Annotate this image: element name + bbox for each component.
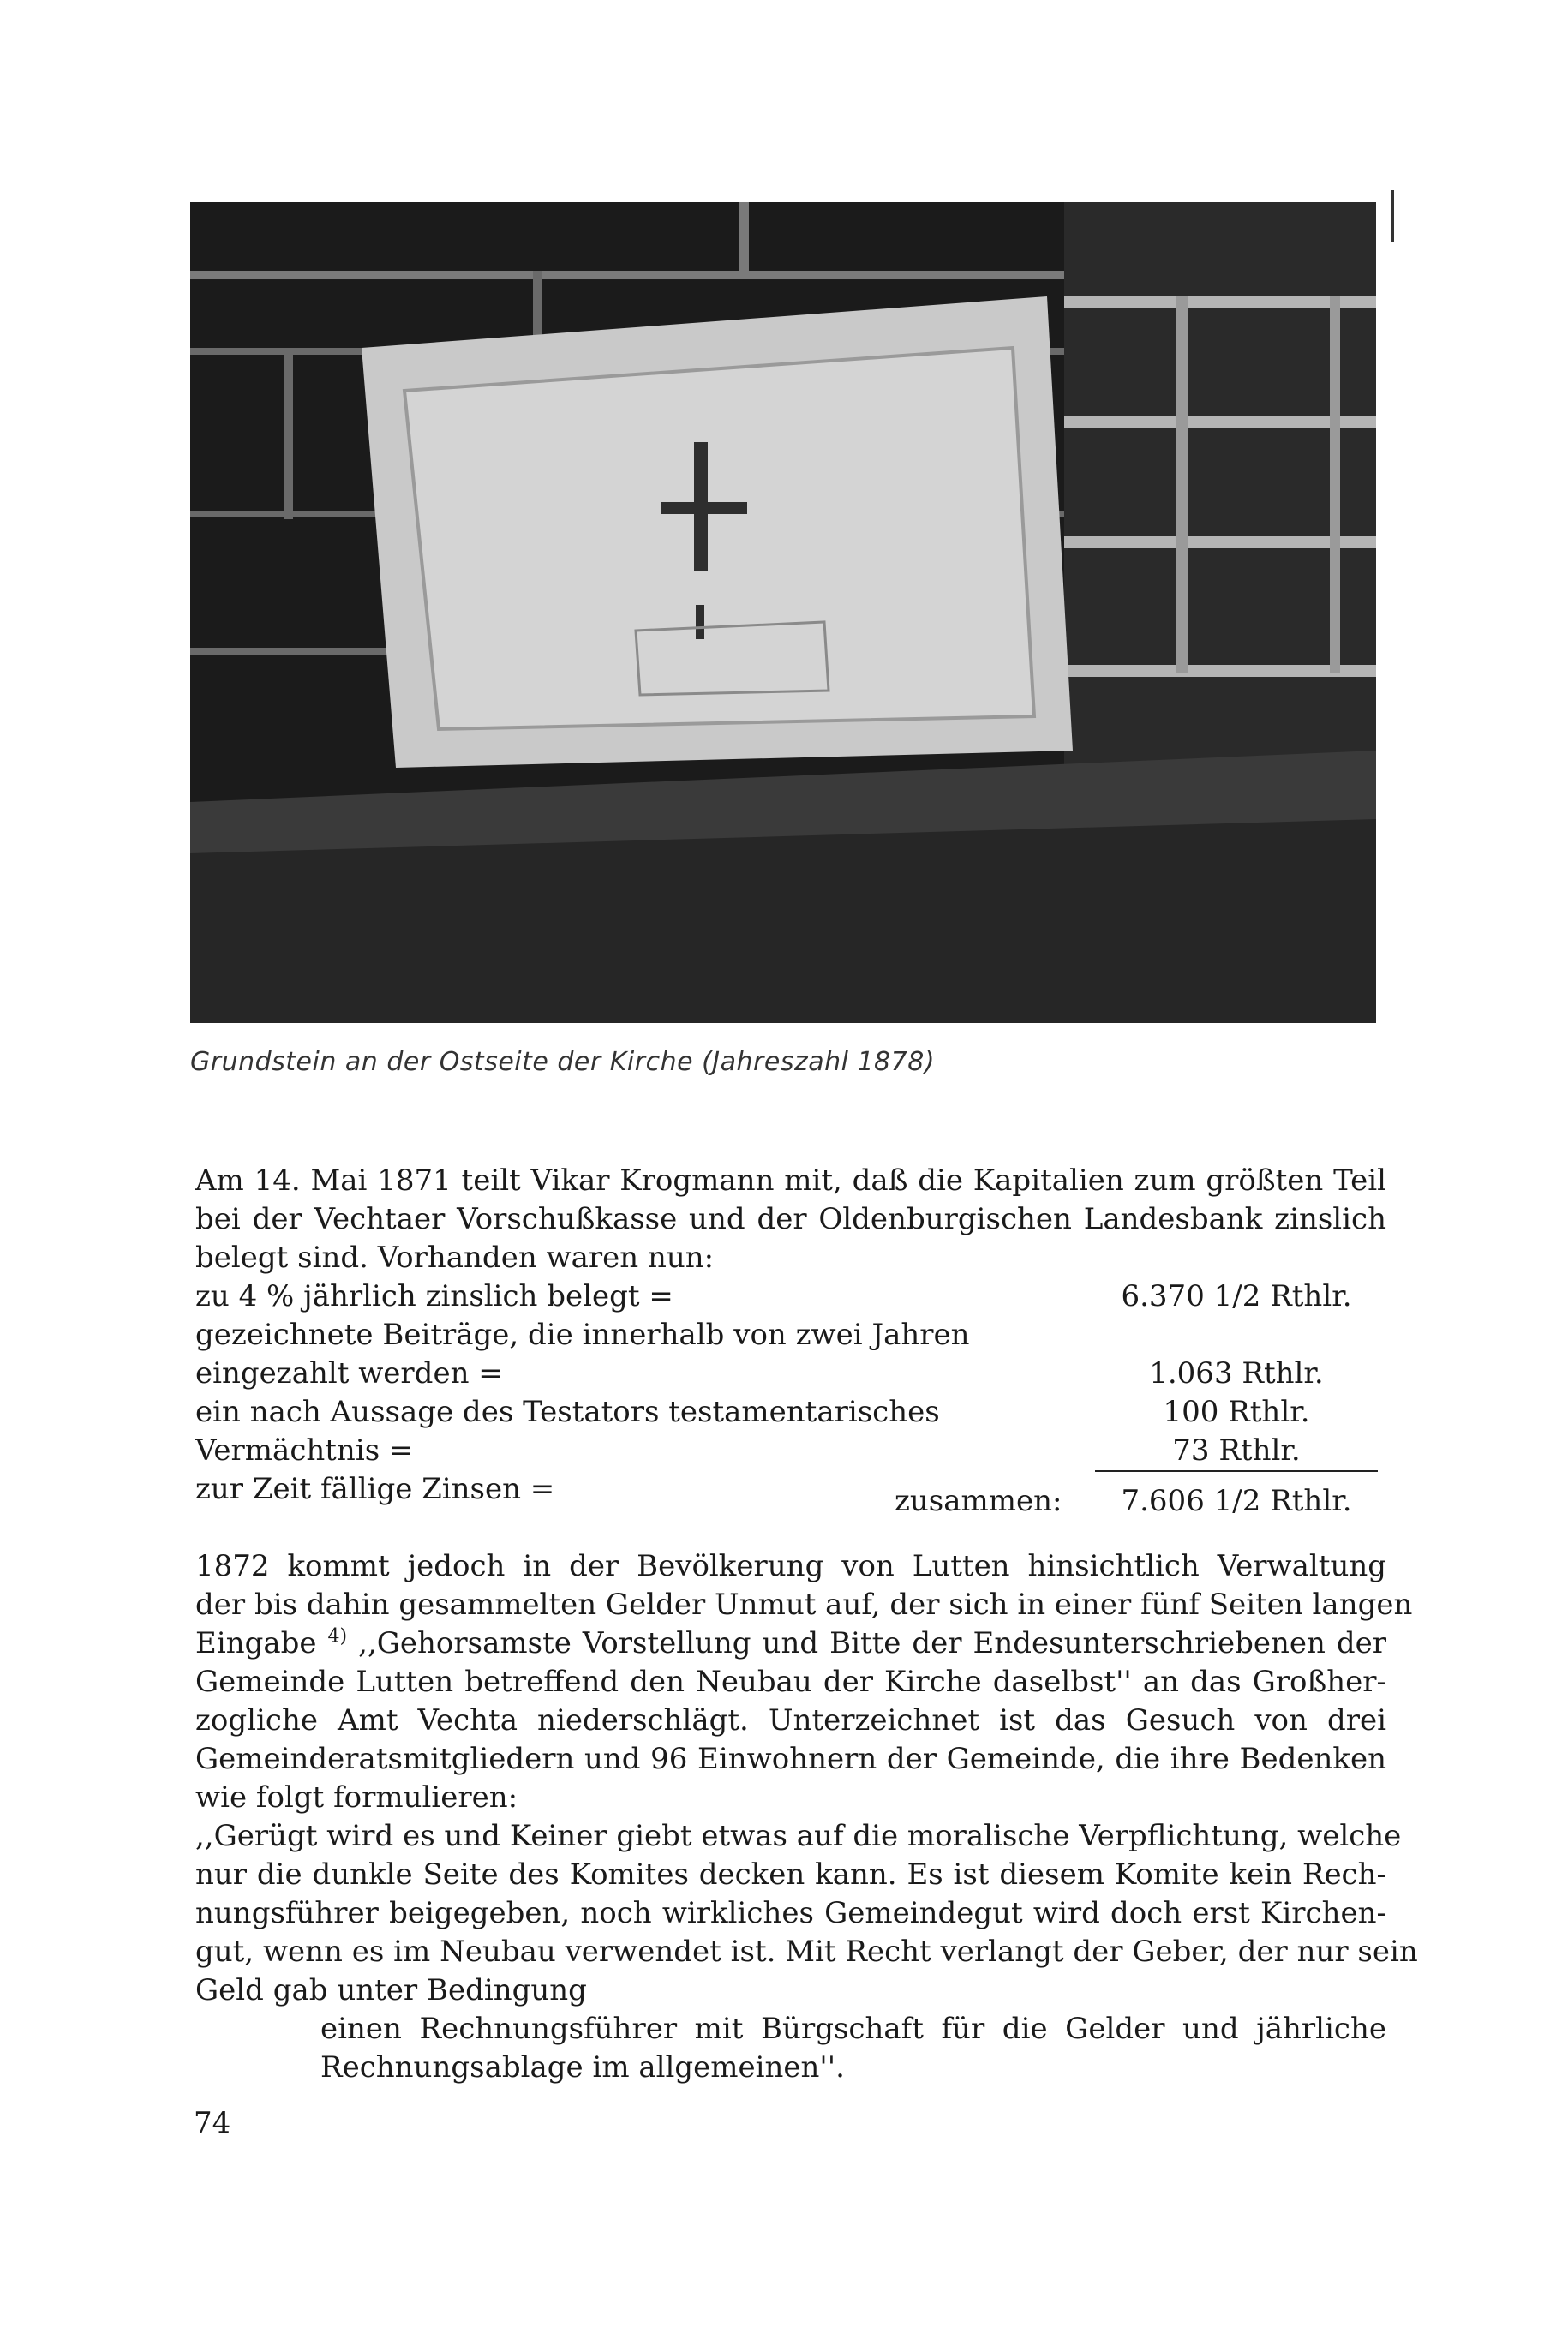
ledger-label: zur Zeit fällige Zinsen =	[195, 1472, 555, 1506]
main-paragraph	[195, 1547, 1418, 2087]
ledger-label: ein nach Aussage des Testators testamentarisches	[195, 1395, 940, 1429]
text-line: Am 14. Mai 1871 teilt Vikar Krogmann mit, daß die Kapitalien zum größten Teil	[195, 1164, 1386, 1198]
ledger-label: gezeichnete Beiträge, die innerhalb von zwei Jahren	[195, 1318, 970, 1352]
foundation-stone-photo	[190, 202, 1376, 1023]
ledger-row	[195, 1393, 1386, 1432]
text-line: belegt sind. Vorhanden waren nun:	[195, 1241, 715, 1275]
ledger-amount: 73 Rthlr.	[1095, 1432, 1378, 1472]
ledger-total-amount: 7.606 1/2 Rthlr.	[1121, 1484, 1352, 1518]
ledger-amount: 6.370 1/2 Rthlr.	[1121, 1279, 1352, 1313]
quote-line: nungsführer beigegeben, noch wirkliches Gemeindegut wird doch erst Kirchen-	[195, 1896, 1386, 1930]
ledger-label: eingezahlt werden =	[195, 1356, 503, 1391]
quote-line: Geld gab unter Bedingung	[195, 1973, 587, 2007]
quote-line: gut, wenn es im Neubau verwendet ist. Mit Recht verlangt der Geber, der nur sein	[195, 1935, 1418, 1969]
ledger-amount: 100 Rthlr.	[1163, 1395, 1310, 1429]
text-line: Gemeinde Lutten betreffend den Neubau der Kirche daselbst'' an das Großher-	[195, 1665, 1386, 1699]
quote-line: nur die dunkle Seite des Komites decken kann. Es ist diesem Komite kein Rech-	[195, 1857, 1386, 1892]
text-fragment: Eingabe	[195, 1626, 317, 1660]
funds-ledger	[195, 1277, 1386, 1518]
ledger-row	[195, 1355, 1386, 1393]
ledger-total-row	[195, 1470, 1386, 1518]
photo-edge-mark	[1391, 190, 1394, 242]
page-number: 74	[194, 2106, 231, 2140]
text-line: Gemeinderatsmitgliedern und 96 Einwohnern der Gemeinde, die ihre Bedenken	[195, 1742, 1386, 1776]
text-fragment: ,,Gehorsamste Vorstellung und Bitte der Endesunterschriebenen der	[358, 1626, 1387, 1660]
quote-line-indented: Rechnungsablage im allgemeinen''.	[320, 2050, 845, 2085]
text-line: zogliche Amt Vechta niederschlägt. Unterzeichnet ist das Gesuch von drei	[195, 1703, 1386, 1738]
ledger-sum-label: zusammen:	[895, 1484, 1062, 1518]
ledger-row	[195, 1316, 1386, 1355]
text-line: wie folgt formulieren:	[195, 1780, 518, 1815]
intro-paragraph	[195, 1162, 1386, 1277]
quote-line: ,,Gerügt wird es und Keiner giebt etwas auf die moralische Verpflichtung, welche	[195, 1819, 1402, 1853]
quote-line-indented: einen Rechnungsführer mit Bürgschaft für die Gelder und jährliche	[320, 2012, 1386, 2046]
ledger-row	[195, 1277, 1386, 1316]
photo-caption: Grundstein an der Ostseite der Kirche (Jahreszahl 1878)	[190, 1047, 936, 1077]
ledger-label: zu 4 % jährlich zinslich belegt =	[195, 1279, 673, 1313]
text-line-footnote	[195, 1624, 1386, 1663]
ledger-label: Vermächtnis =	[195, 1433, 414, 1468]
text-line: der bis dahin gesammelten Gelder Unmut auf, der sich in einer fünf Seiten langen	[195, 1588, 1413, 1622]
ledger-amount: 1.063 Rthlr.	[1149, 1356, 1324, 1391]
footnote-marker: 4)	[327, 1625, 348, 1648]
text-line: 1872 kommt jedoch in der Bevölkerung von Lutten hinsichtlich Verwaltung	[195, 1549, 1386, 1583]
ledger-row	[195, 1432, 1386, 1470]
text-line: bei der Vechtaer Vorschußkasse und der Oldenburgischen Landesbank zinslich	[195, 1202, 1386, 1236]
